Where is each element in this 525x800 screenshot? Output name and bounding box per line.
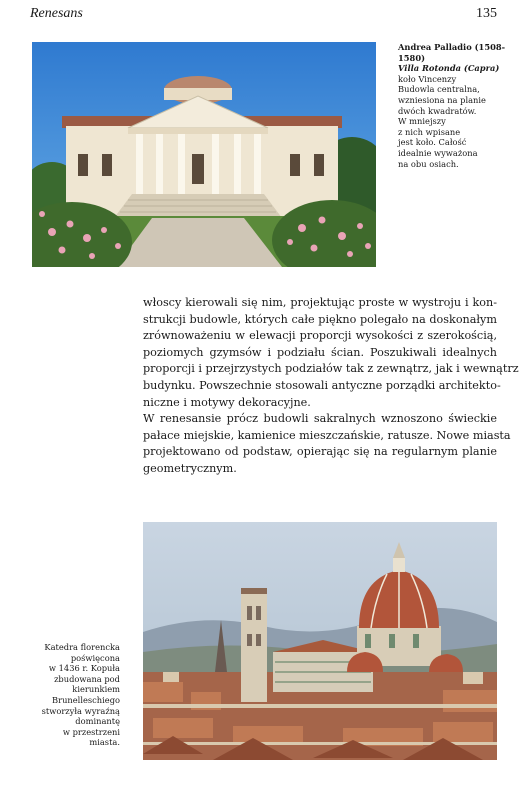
body-line: proporcji i przejrzystych podziałów tak z zewnątrz, jak i wewnątrz [143, 362, 519, 376]
caption-line: zbudowana pod [54, 673, 120, 684]
caption-line: poświęcona [70, 652, 120, 663]
caption-line: idealnie wyważona [398, 147, 478, 158]
page-number: 135 [476, 6, 497, 21]
villa-rotonda-photo [32, 42, 376, 267]
body-line: budynku. Powszechnie stosowali antyczne porządki architekto- [143, 378, 501, 392]
caption-line: Budowla centralna, [398, 84, 480, 95]
body-line: niczne i motywy dekoracyjne. [143, 395, 311, 409]
running-header-title: Renesans [30, 6, 83, 21]
caption-line: Katedra florencka [44, 642, 120, 652]
caption-line: miasta. [89, 737, 120, 748]
caption-line: koło Vincenzy [398, 73, 457, 84]
body-line: W renesansie prócz budowli sakralnych wznoszono świeckie [143, 412, 497, 426]
caption-line: kierunkiem [72, 684, 120, 695]
caption-line: dominantę [75, 716, 120, 727]
florence-cathedral-photo [143, 522, 497, 760]
body-line: projektowano od podstaw, opierając się na regularnym planie [143, 445, 497, 459]
body-paragraphs [143, 295, 519, 478]
caption-line: w 1436 r. Kopuła [48, 663, 120, 674]
body-line: strukcji budowle, których całe piękno polegało na doskonałym [143, 312, 497, 326]
caption-line: W mniejszy [398, 116, 446, 127]
caption-line: jest koło. Całość [398, 137, 467, 148]
body-line: włoscy kierowali się nim, projektując proste w wystroju i kon- [143, 296, 497, 309]
body-line: geometrycznym. [143, 461, 237, 475]
caption-line: stworzyła wyraźną [41, 705, 120, 716]
caption-line: dwóch kwadratów. [398, 105, 477, 116]
caption-line: Villa Rotonda (Capra) [398, 63, 500, 74]
caption-line: z nich wpisane [398, 126, 461, 137]
caption-line: w przestrzeni [62, 726, 120, 737]
caption-line: Andrea Palladio (1508- [398, 42, 506, 52]
body-line: zrównoważeniu w elewacji proporcji wysokości z szerokością, [143, 329, 497, 343]
body-line: poziomych gzymsów i podziału ścian. Poszukiwali idealnych [143, 345, 497, 359]
caption-line: wzniesiona na planie [398, 94, 486, 105]
body-line: pałace miejskie, kamienice mieszczańskie, ratusze. Nowe miasta [143, 428, 511, 442]
caption-line: 1580) [398, 52, 426, 63]
villa-rotonda-caption [398, 42, 504, 169]
caption-line: na obu osiach. [398, 158, 459, 169]
florence-cathedral-caption [40, 642, 120, 748]
caption-line: Brunelleschiego [52, 694, 120, 705]
